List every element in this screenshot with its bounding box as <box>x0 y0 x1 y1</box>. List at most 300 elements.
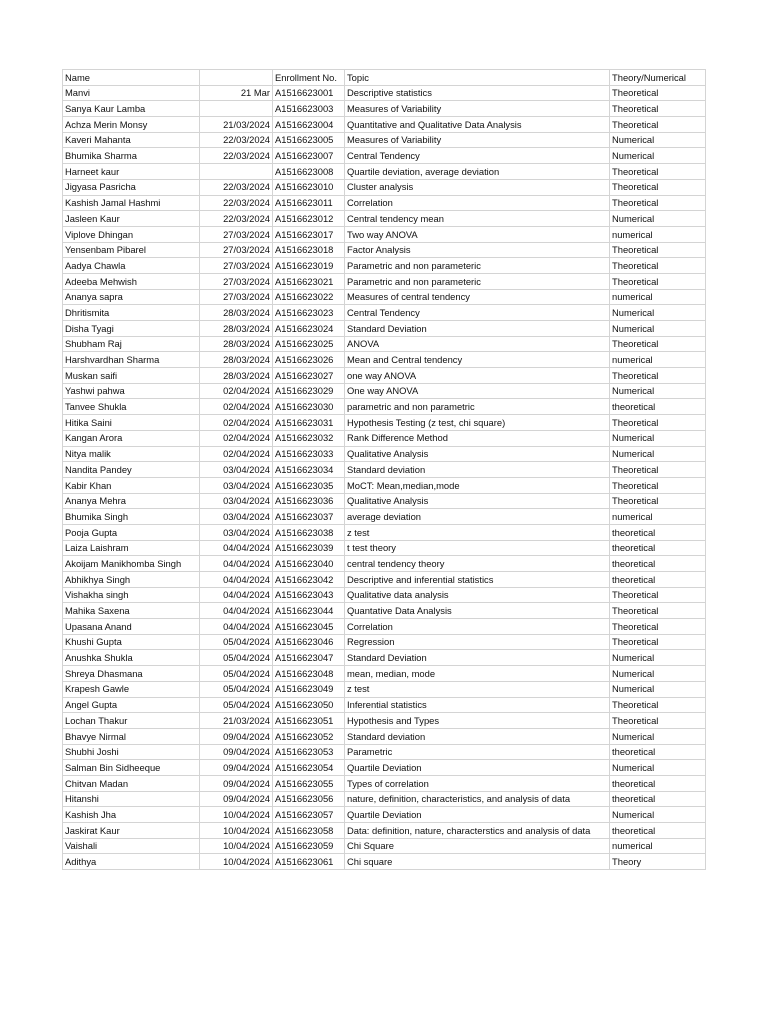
enrollment-cell[interactable]: A1516623018 <box>273 242 345 258</box>
enrollment-cell[interactable]: A1516623023 <box>273 305 345 321</box>
topic-cell[interactable]: Qualitative data analysis <box>345 587 610 603</box>
table-row <box>63 477 706 493</box>
date-cell[interactable]: 03/04/2024 <box>200 509 273 525</box>
date-cell[interactable]: 09/04/2024 <box>200 760 273 776</box>
name-cell[interactable]: Upasana Anand <box>63 619 200 635</box>
topic-cell[interactable]: Hypothesis Testing (z test, chi square) <box>345 415 610 431</box>
enrollment-cell[interactable]: A1516623045 <box>273 619 345 635</box>
name-cell[interactable]: Jaskirat Kaur <box>63 823 200 839</box>
name-cell[interactable]: Jasleen Kaur <box>63 211 200 227</box>
table-row <box>63 321 706 337</box>
topic-cell[interactable]: Quantitative and Qualitative Data Analysis <box>345 117 610 133</box>
date-cell[interactable]: 05/04/2024 <box>200 650 273 666</box>
date-cell[interactable]: 02/04/2024 <box>200 446 273 462</box>
topic-cell[interactable]: Inferential statistics <box>345 697 610 713</box>
name-cell[interactable]: Abhikhya Singh <box>63 572 200 588</box>
name-cell[interactable]: Muskan saifi <box>63 368 200 384</box>
table-row <box>63 509 706 525</box>
enrollment-cell[interactable]: A1516623025 <box>273 336 345 352</box>
type-cell[interactable]: Theoretical <box>610 273 706 289</box>
date-cell[interactable]: 28/03/2024 <box>200 321 273 337</box>
table-row <box>63 446 706 462</box>
type-cell[interactable]: Theoretical <box>610 415 706 431</box>
topic-cell[interactable]: Quartile Deviation <box>345 760 610 776</box>
enrollment-cell[interactable]: A1516623004 <box>273 117 345 133</box>
type-cell[interactable]: Theoretical <box>610 587 706 603</box>
enrollment-cell[interactable]: A1516623044 <box>273 603 345 619</box>
date-cell[interactable]: 27/03/2024 <box>200 273 273 289</box>
name-cell[interactable]: Ananya Mehra <box>63 493 200 509</box>
date-cell[interactable]: 04/04/2024 <box>200 556 273 572</box>
type-cell[interactable]: Theoretical <box>610 368 706 384</box>
table-row <box>63 838 706 854</box>
topic-cell[interactable]: Factor Analysis <box>345 242 610 258</box>
type-cell[interactable]: Theoretical <box>610 336 706 352</box>
name-cell[interactable]: Hitika Saini <box>63 415 200 431</box>
name-cell[interactable]: Kabir Khan <box>63 477 200 493</box>
topic-cell[interactable]: Central tendency mean <box>345 211 610 227</box>
table-row <box>63 164 706 180</box>
date-cell[interactable]: 05/04/2024 <box>200 634 273 650</box>
header-enrollment-cell[interactable]: Enrollment No. <box>273 70 345 86</box>
name-cell[interactable]: Anushka Shukla <box>63 650 200 666</box>
name-cell[interactable]: Nitya malik <box>63 446 200 462</box>
enrollment-cell[interactable]: A1516623012 <box>273 211 345 227</box>
date-cell[interactable]: 04/04/2024 <box>200 619 273 635</box>
date-cell[interactable]: 09/04/2024 <box>200 728 273 744</box>
table-row <box>63 383 706 399</box>
topic-cell[interactable]: Standard deviation <box>345 728 610 744</box>
table-row <box>63 807 706 823</box>
date-cell[interactable]: 28/03/2024 <box>200 368 273 384</box>
date-cell[interactable]: 04/04/2024 <box>200 572 273 588</box>
table-row <box>63 760 706 776</box>
enrollment-cell[interactable]: A1516623048 <box>273 666 345 682</box>
table-row <box>63 462 706 478</box>
type-cell[interactable]: theoretical <box>610 556 706 572</box>
topic-cell[interactable]: ANOVA <box>345 336 610 352</box>
name-cell[interactable]: Kashish Jha <box>63 807 200 823</box>
date-cell[interactable]: 28/03/2024 <box>200 352 273 368</box>
name-cell[interactable]: Nandita Pandey <box>63 462 200 478</box>
date-cell[interactable]: 05/04/2024 <box>200 681 273 697</box>
date-cell[interactable]: 27/03/2024 <box>200 242 273 258</box>
name-cell[interactable]: Salman Bin Sidheeque <box>63 760 200 776</box>
enrollment-cell[interactable]: A1516623042 <box>273 572 345 588</box>
date-cell[interactable]: 22/03/2024 <box>200 195 273 211</box>
topic-cell[interactable]: Measures of central tendency <box>345 289 610 305</box>
enrollment-cell[interactable]: A1516623054 <box>273 760 345 776</box>
name-cell[interactable]: Khushi Gupta <box>63 634 200 650</box>
name-cell[interactable]: Kashish Jamal Hashmi <box>63 195 200 211</box>
table-row <box>63 634 706 650</box>
type-cell[interactable]: Numerical <box>610 305 706 321</box>
name-cell[interactable]: Ananya sapra <box>63 289 200 305</box>
topic-cell[interactable]: Central Tendency <box>345 148 610 164</box>
table-row <box>63 195 706 211</box>
topic-cell[interactable]: mean, median, mode <box>345 666 610 682</box>
enrollment-cell[interactable]: A1516623039 <box>273 540 345 556</box>
name-cell[interactable]: Disha Tyagi <box>63 321 200 337</box>
date-cell[interactable]: 21 Mar <box>200 85 273 101</box>
date-cell[interactable]: 27/03/2024 <box>200 289 273 305</box>
spreadsheet-table <box>62 69 706 870</box>
topic-cell[interactable]: Parametric <box>345 744 610 760</box>
type-cell[interactable]: theoretical <box>610 540 706 556</box>
name-cell[interactable]: Manvi <box>63 85 200 101</box>
type-cell[interactable]: Theoretical <box>610 195 706 211</box>
enrollment-cell[interactable]: A1516623040 <box>273 556 345 572</box>
topic-cell[interactable]: Correlation <box>345 195 610 211</box>
topic-cell[interactable]: nature, definition, characteristics, and analysis of data <box>345 791 610 807</box>
topic-cell[interactable]: Chi Square <box>345 838 610 854</box>
topic-cell[interactable]: Standard deviation <box>345 462 610 478</box>
enrollment-cell[interactable]: A1516623021 <box>273 273 345 289</box>
date-cell[interactable]: 02/04/2024 <box>200 415 273 431</box>
type-cell[interactable]: theoretical <box>610 775 706 791</box>
type-cell[interactable]: Theoretical <box>610 634 706 650</box>
type-cell[interactable]: Numerical <box>610 211 706 227</box>
topic-cell[interactable]: Hypothesis and Types <box>345 713 610 729</box>
topic-cell[interactable]: central tendency theory <box>345 556 610 572</box>
table-row <box>63 305 706 321</box>
enrollment-cell[interactable]: A1516623052 <box>273 728 345 744</box>
topic-cell[interactable]: one way ANOVA <box>345 368 610 384</box>
topic-cell[interactable]: Types of correlation <box>345 775 610 791</box>
topic-cell[interactable]: Two way ANOVA <box>345 226 610 242</box>
name-cell[interactable]: Laiza Laishram <box>63 540 200 556</box>
enrollment-cell[interactable]: A1516623058 <box>273 823 345 839</box>
type-cell[interactable]: theoretical <box>610 744 706 760</box>
enrollment-cell[interactable]: A1516623022 <box>273 289 345 305</box>
type-cell[interactable]: Theoretical <box>610 713 706 729</box>
date-cell[interactable] <box>200 101 273 117</box>
type-cell[interactable]: Theoretical <box>610 619 706 635</box>
table-row <box>63 242 706 258</box>
date-cell[interactable]: 05/04/2024 <box>200 697 273 713</box>
table-row <box>63 697 706 713</box>
enrollment-cell[interactable]: A1516623005 <box>273 132 345 148</box>
date-cell[interactable]: 03/04/2024 <box>200 524 273 540</box>
type-cell[interactable]: theoretical <box>610 791 706 807</box>
date-cell[interactable]: 04/04/2024 <box>200 540 273 556</box>
topic-cell[interactable]: Measures of Variability <box>345 132 610 148</box>
enrollment-cell[interactable]: A1516623026 <box>273 352 345 368</box>
table-row <box>63 85 706 101</box>
topic-cell[interactable]: Standard Deviation <box>345 321 610 337</box>
type-cell[interactable]: Numerical <box>610 728 706 744</box>
topic-cell[interactable]: Rank Difference Method <box>345 430 610 446</box>
enrollment-cell[interactable]: A1516623024 <box>273 321 345 337</box>
type-cell[interactable]: Theoretical <box>610 164 706 180</box>
type-cell[interactable]: numerical <box>610 509 706 525</box>
type-cell[interactable]: Numerical <box>610 148 706 164</box>
enrollment-cell[interactable]: A1516623010 <box>273 179 345 195</box>
date-cell[interactable]: 21/03/2024 <box>200 117 273 133</box>
date-cell[interactable]: 27/03/2024 <box>200 258 273 274</box>
name-cell[interactable]: Vishakha singh <box>63 587 200 603</box>
name-cell[interactable]: Adithya <box>63 854 200 870</box>
date-cell[interactable]: 05/04/2024 <box>200 666 273 682</box>
table-body <box>63 70 706 870</box>
date-cell[interactable]: 09/04/2024 <box>200 744 273 760</box>
enrollment-cell[interactable]: A1516623037 <box>273 509 345 525</box>
name-cell[interactable]: Bhavye Nirmal <box>63 728 200 744</box>
table-row <box>63 211 706 227</box>
topic-cell[interactable]: Chi square <box>345 854 610 870</box>
date-cell[interactable]: 22/03/2024 <box>200 211 273 227</box>
date-cell[interactable]: 10/04/2024 <box>200 807 273 823</box>
type-cell[interactable]: theoretical <box>610 524 706 540</box>
topic-cell[interactable]: Correlation <box>345 619 610 635</box>
type-cell[interactable]: Theoretical <box>610 603 706 619</box>
table-row <box>63 650 706 666</box>
enrollment-cell[interactable]: A1516623055 <box>273 775 345 791</box>
topic-cell[interactable]: Quantative Data Analysis <box>345 603 610 619</box>
table-row <box>63 524 706 540</box>
enrollment-cell[interactable]: A1516623057 <box>273 807 345 823</box>
table-row <box>63 823 706 839</box>
header-row <box>63 70 706 86</box>
table-row <box>63 430 706 446</box>
header-date-cell[interactable] <box>200 70 273 86</box>
name-cell[interactable]: Mahika Saxena <box>63 603 200 619</box>
date-cell[interactable]: 10/04/2024 <box>200 838 273 854</box>
date-cell[interactable]: 09/04/2024 <box>200 791 273 807</box>
table-row <box>63 336 706 352</box>
date-cell[interactable]: 02/04/2024 <box>200 430 273 446</box>
type-cell[interactable]: Numerical <box>610 383 706 399</box>
type-cell[interactable]: numerical <box>610 352 706 368</box>
date-cell[interactable]: 03/04/2024 <box>200 477 273 493</box>
name-cell[interactable]: Akoijam Manikhomba Singh <box>63 556 200 572</box>
topic-cell[interactable]: parametric and non parametric <box>345 399 610 415</box>
enrollment-cell[interactable]: A1516623049 <box>273 681 345 697</box>
type-cell[interactable]: Theoretical <box>610 179 706 195</box>
date-cell[interactable]: 28/03/2024 <box>200 336 273 352</box>
topic-cell[interactable]: MoCT: Mean,median,mode <box>345 477 610 493</box>
table-row <box>63 132 706 148</box>
date-cell[interactable]: 22/03/2024 <box>200 148 273 164</box>
type-cell[interactable]: Numerical <box>610 446 706 462</box>
name-cell[interactable]: Shubhi Joshi <box>63 744 200 760</box>
name-cell[interactable]: Pooja Gupta <box>63 524 200 540</box>
type-cell[interactable]: theoretical <box>610 572 706 588</box>
type-cell[interactable]: Theoretical <box>610 258 706 274</box>
topic-cell[interactable]: z test <box>345 681 610 697</box>
table-row <box>63 258 706 274</box>
date-cell[interactable]: 21/03/2024 <box>200 713 273 729</box>
topic-cell[interactable]: Parametric and non parameteric <box>345 273 610 289</box>
enrollment-cell[interactable]: A1516623027 <box>273 368 345 384</box>
name-cell[interactable]: Kaveri Mahanta <box>63 132 200 148</box>
enrollment-cell[interactable]: A1516623001 <box>273 85 345 101</box>
enrollment-cell[interactable]: A1516623047 <box>273 650 345 666</box>
table-row <box>63 289 706 305</box>
name-cell[interactable]: Yensenbam Pibarel <box>63 242 200 258</box>
name-cell[interactable]: Chitvan Madan <box>63 775 200 791</box>
date-cell[interactable]: 02/04/2024 <box>200 399 273 415</box>
topic-cell[interactable]: Standard Deviation <box>345 650 610 666</box>
topic-cell[interactable]: Qualitative Analysis <box>345 493 610 509</box>
date-cell[interactable] <box>200 164 273 180</box>
topic-cell[interactable]: Mean and Central tendency <box>345 352 610 368</box>
name-cell[interactable]: Jigyasa Pasricha <box>63 179 200 195</box>
name-cell[interactable]: Shreya Dhasmana <box>63 666 200 682</box>
type-cell[interactable]: Numerical <box>610 650 706 666</box>
table-row <box>63 775 706 791</box>
enrollment-cell[interactable]: A1516623046 <box>273 634 345 650</box>
date-cell[interactable]: 10/04/2024 <box>200 854 273 870</box>
topic-cell[interactable]: Regression <box>345 634 610 650</box>
name-cell[interactable]: Kangan Arora <box>63 430 200 446</box>
type-cell[interactable]: Theoretical <box>610 462 706 478</box>
type-cell[interactable]: Theoretical <box>610 493 706 509</box>
name-cell[interactable]: Aadya Chawla <box>63 258 200 274</box>
date-cell[interactable]: 03/04/2024 <box>200 493 273 509</box>
type-cell[interactable]: Theory <box>610 854 706 870</box>
type-cell[interactable]: Theoretical <box>610 85 706 101</box>
type-cell[interactable]: Numerical <box>610 681 706 697</box>
name-cell[interactable]: Sanya Kaur Lamba <box>63 101 200 117</box>
name-cell[interactable]: Viplove Dhingan <box>63 226 200 242</box>
date-cell[interactable]: 09/04/2024 <box>200 775 273 791</box>
enrollment-cell[interactable]: A1516623032 <box>273 430 345 446</box>
type-cell[interactable]: Theoretical <box>610 242 706 258</box>
enrollment-cell[interactable]: A1516623053 <box>273 744 345 760</box>
enrollment-cell[interactable]: A1516623011 <box>273 195 345 211</box>
enrollment-cell[interactable]: A1516623056 <box>273 791 345 807</box>
date-cell[interactable]: 27/03/2024 <box>200 226 273 242</box>
table-row <box>63 619 706 635</box>
type-cell[interactable]: numerical <box>610 226 706 242</box>
table-row <box>63 556 706 572</box>
type-cell[interactable]: theoretical <box>610 823 706 839</box>
enrollment-cell[interactable]: A1516623038 <box>273 524 345 540</box>
table-row <box>63 540 706 556</box>
topic-cell[interactable]: Descriptive and inferential statistics <box>345 572 610 588</box>
table-row <box>63 728 706 744</box>
topic-cell[interactable]: Data: definition, nature, characterstics and analysis of data <box>345 823 610 839</box>
type-cell[interactable]: numerical <box>610 289 706 305</box>
enrollment-cell[interactable]: A1516623008 <box>273 164 345 180</box>
date-cell[interactable]: 22/03/2024 <box>200 179 273 195</box>
enrollment-cell[interactable]: A1516623029 <box>273 383 345 399</box>
name-cell[interactable]: Lochan Thakur <box>63 713 200 729</box>
type-cell[interactable]: Numerical <box>610 430 706 446</box>
enrollment-cell[interactable]: A1516623043 <box>273 587 345 603</box>
name-cell[interactable]: Vaishali <box>63 838 200 854</box>
table-row <box>63 493 706 509</box>
type-cell[interactable]: Theoretical <box>610 477 706 493</box>
topic-cell[interactable]: One way ANOVA <box>345 383 610 399</box>
enrollment-cell[interactable]: A1516623017 <box>273 226 345 242</box>
date-cell[interactable]: 02/04/2024 <box>200 383 273 399</box>
topic-cell[interactable]: Qualitative Analysis <box>345 446 610 462</box>
enrollment-cell[interactable]: A1516623050 <box>273 697 345 713</box>
enrollment-cell[interactable]: A1516623035 <box>273 477 345 493</box>
date-cell[interactable]: 04/04/2024 <box>200 587 273 603</box>
date-cell[interactable]: 03/04/2024 <box>200 462 273 478</box>
table-row <box>63 713 706 729</box>
type-cell[interactable]: Theoretical <box>610 117 706 133</box>
topic-cell[interactable]: t test theory <box>345 540 610 556</box>
name-cell[interactable]: Achza Merin Monsy <box>63 117 200 133</box>
enrollment-cell[interactable]: A1516623051 <box>273 713 345 729</box>
enrollment-cell[interactable]: A1516623034 <box>273 462 345 478</box>
enrollment-cell[interactable]: A1516623059 <box>273 838 345 854</box>
header-name-cell[interactable]: Name <box>63 70 200 86</box>
name-cell[interactable]: Harshvardhan Sharma <box>63 352 200 368</box>
topic-cell[interactable]: Quartile Deviation <box>345 807 610 823</box>
type-cell[interactable]: Numerical <box>610 321 706 337</box>
topic-cell[interactable]: Quartile deviation, average deviation <box>345 164 610 180</box>
type-cell[interactable]: Numerical <box>610 666 706 682</box>
table-row <box>63 415 706 431</box>
type-cell[interactable]: Theoretical <box>610 101 706 117</box>
name-cell[interactable]: Bhumika Sharma <box>63 148 200 164</box>
table-row <box>63 148 706 164</box>
name-cell[interactable]: Shubham Raj <box>63 336 200 352</box>
type-cell[interactable]: numerical <box>610 838 706 854</box>
name-cell[interactable]: Adeeba Mehwish <box>63 273 200 289</box>
enrollment-cell[interactable]: A1516623007 <box>273 148 345 164</box>
table-row <box>63 226 706 242</box>
header-topic-cell[interactable]: Topic <box>345 70 610 86</box>
type-cell[interactable]: theoretical <box>610 399 706 415</box>
enrollment-cell[interactable]: A1516623030 <box>273 399 345 415</box>
enrollment-cell[interactable]: A1516623036 <box>273 493 345 509</box>
name-cell[interactable]: Bhumika Singh <box>63 509 200 525</box>
name-cell[interactable]: Hitanshi <box>63 791 200 807</box>
name-cell[interactable]: Yashwi pahwa <box>63 383 200 399</box>
table-row <box>63 744 706 760</box>
type-cell[interactable]: Numerical <box>610 760 706 776</box>
name-cell[interactable]: Harneet kaur <box>63 164 200 180</box>
table-row <box>63 587 706 603</box>
table-row <box>63 791 706 807</box>
enrollment-cell[interactable]: A1516623033 <box>273 446 345 462</box>
type-cell[interactable]: Theoretical <box>610 697 706 713</box>
header-type-cell[interactable]: Theory/Numerical <box>610 70 706 86</box>
name-cell[interactable]: Tanvee Shukla <box>63 399 200 415</box>
type-cell[interactable]: Numerical <box>610 807 706 823</box>
topic-cell[interactable]: Parametric and non parameteric <box>345 258 610 274</box>
table-row <box>63 117 706 133</box>
enrollment-cell[interactable]: A1516623003 <box>273 101 345 117</box>
enrollment-cell[interactable]: A1516623019 <box>273 258 345 274</box>
topic-cell[interactable]: average deviation <box>345 509 610 525</box>
table-row <box>63 603 706 619</box>
topic-cell[interactable]: Central Tendency <box>345 305 610 321</box>
date-cell[interactable]: 04/04/2024 <box>200 603 273 619</box>
table-row <box>63 368 706 384</box>
topic-cell[interactable]: Measures of Variability <box>345 101 610 117</box>
enrollment-cell[interactable]: A1516623061 <box>273 854 345 870</box>
name-cell[interactable]: Angel Gupta <box>63 697 200 713</box>
topic-cell[interactable]: Descriptive statistics <box>345 85 610 101</box>
date-cell[interactable]: 10/04/2024 <box>200 823 273 839</box>
topic-cell[interactable]: Cluster analysis <box>345 179 610 195</box>
enrollment-cell[interactable]: A1516623031 <box>273 415 345 431</box>
date-cell[interactable]: 28/03/2024 <box>200 305 273 321</box>
name-cell[interactable]: Dhritismita <box>63 305 200 321</box>
table-row <box>63 273 706 289</box>
topic-cell[interactable]: z test <box>345 524 610 540</box>
name-cell[interactable]: Krapesh Gawle <box>63 681 200 697</box>
type-cell[interactable]: Numerical <box>610 132 706 148</box>
date-cell[interactable]: 22/03/2024 <box>200 132 273 148</box>
